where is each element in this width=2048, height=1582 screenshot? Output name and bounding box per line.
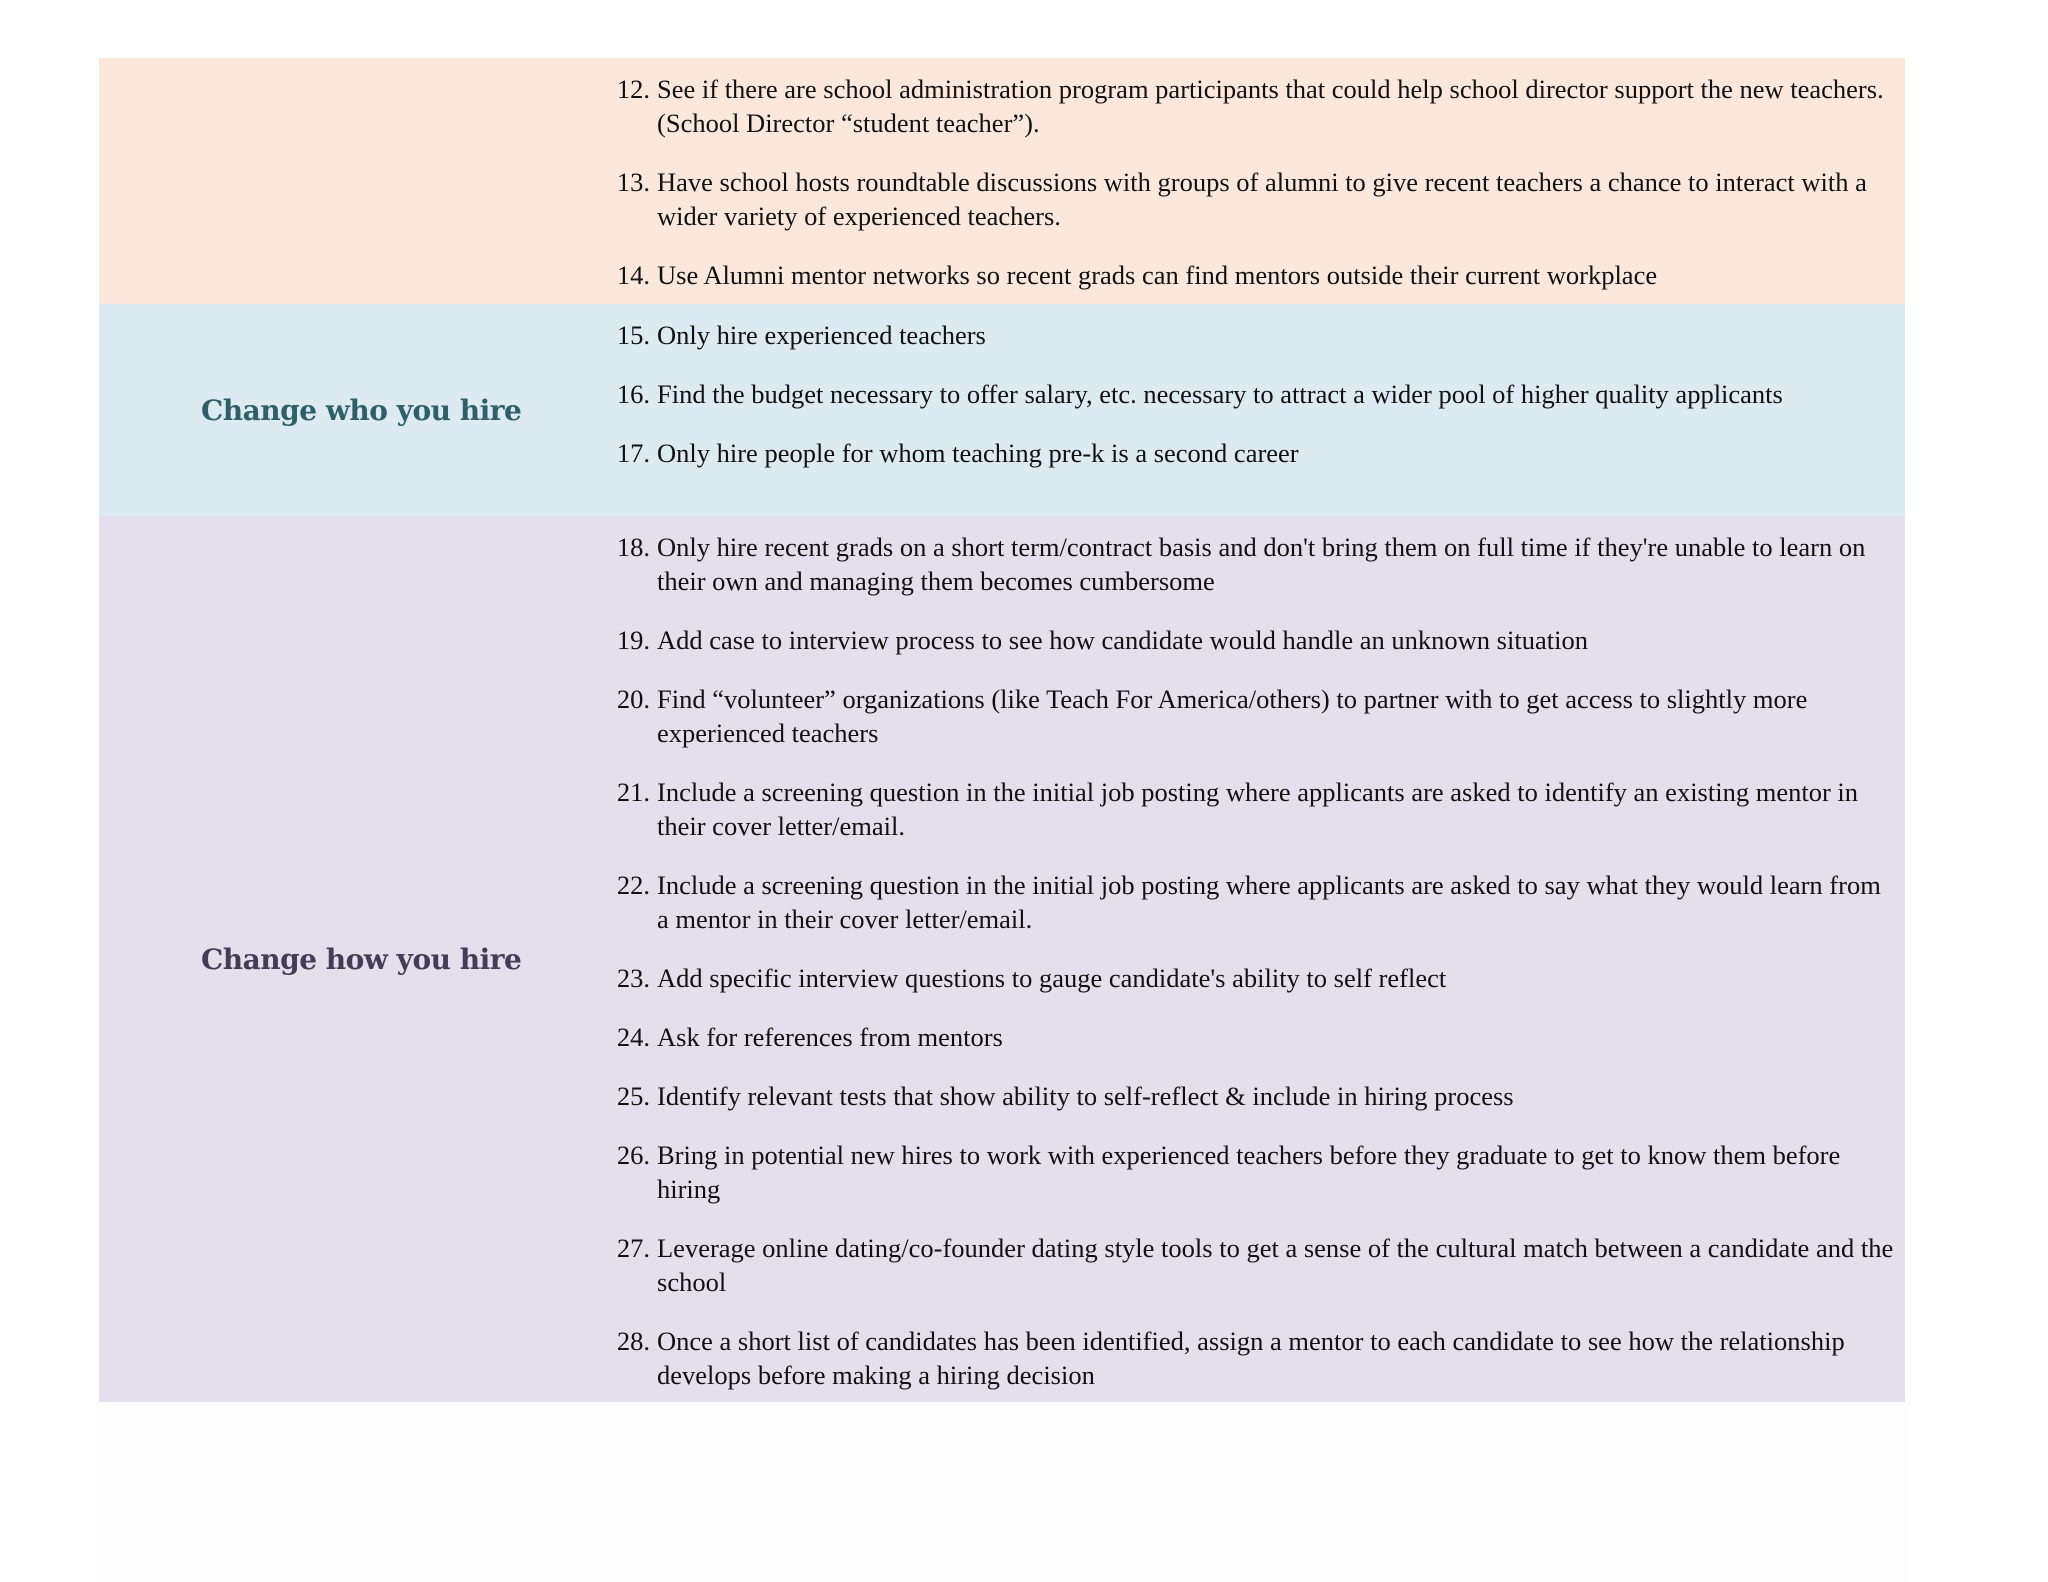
list-item: [601, 165, 1905, 233]
item-number: 17.: [616, 438, 650, 468]
item-text: Include a screening question in the initial job posting where applicants are asked to identify an existing mentor in their cover letter/email.: [657, 777, 1859, 841]
list-item: [601, 377, 1905, 411]
item-number: 28.: [616, 1326, 650, 1356]
item-number: 13.: [616, 167, 650, 197]
item-number: 24.: [616, 1022, 650, 1052]
item-text: Bring in potential new hires to work with experienced teachers before they graduate to get to know them before hiring: [657, 1140, 1841, 1204]
section-label: Change how you hire: [201, 942, 522, 976]
list-item: [601, 258, 1905, 292]
item-number: 19.: [616, 625, 650, 655]
section-items-cell: [601, 58, 1905, 304]
section-items-cell: [601, 516, 1905, 1402]
item-number: 26.: [616, 1140, 650, 1170]
idea-list: [601, 72, 1905, 292]
list-item: [601, 961, 1905, 995]
section-change-who-you-hire: [99, 304, 1905, 516]
item-text: Have school hosts roundtable discussions with groups of alumni to give recent teachers a chance to interact with a wider variety of experienced teachers.: [657, 167, 1867, 231]
item-text: See if there are school administration program participants that could help school director support the new teachers. (School Director “student teacher”).: [657, 74, 1884, 138]
idea-list: [601, 318, 1905, 470]
list-item: [601, 1231, 1905, 1299]
list-item: [601, 1324, 1905, 1392]
item-number: 12.: [616, 74, 650, 104]
item-number: 25.: [616, 1081, 650, 1111]
list-item: [601, 1079, 1905, 1113]
item-number: 14.: [616, 260, 650, 290]
item-text: Only hire recent grads on a short term/contract basis and don't bring them on full time if they're unable to learn on their own and managing them becomes cumbersome: [657, 532, 1866, 596]
item-text: Find “volunteer” organizations (like Teach For America/others) to partner with to get access to slightly more experienced teachers: [657, 684, 1808, 748]
section-label-cell: [99, 58, 601, 304]
item-number: 22.: [616, 870, 650, 900]
item-number: 21.: [616, 777, 650, 807]
ideas-table: [99, 58, 1905, 1402]
item-text: Add case to interview process to see how candidate would handle an unknown situation: [657, 625, 1588, 655]
item-number: 23.: [616, 963, 650, 993]
item-text: Leverage online dating/co-founder dating style tools to get a sense of the cultural match between a candidate and the school: [657, 1233, 1894, 1297]
list-item: [601, 530, 1905, 598]
item-number: 16.: [616, 379, 650, 409]
list-item: [601, 1020, 1905, 1054]
list-item: [601, 72, 1905, 140]
section-label-cell: [99, 516, 601, 1402]
item-text: Identify relevant tests that show ability to self-reflect & include in hiring process: [657, 1081, 1514, 1111]
item-text: Once a short list of candidates has been identified, assign a mentor to each candidate to see how the relationship develops before making a hiring decision: [657, 1326, 1845, 1390]
item-text: Ask for references from mentors: [657, 1022, 1003, 1052]
item-text: Only hire experienced teachers: [657, 320, 986, 350]
page-bottom-area: [96, 1396, 1908, 1582]
list-item: [601, 868, 1905, 936]
list-item: [601, 682, 1905, 750]
list-item: [601, 318, 1905, 352]
section-change-how-you-hire: [99, 516, 1905, 1402]
section-mentoring-continued: [99, 58, 1905, 304]
list-item: [601, 623, 1905, 657]
item-number: 15.: [616, 320, 650, 350]
idea-list: [601, 530, 1905, 1392]
item-text: Use Alumni mentor networks so recent grads can find mentors outside their current workplace: [657, 260, 1658, 290]
item-text: Include a screening question in the initial job posting where applicants are asked to say what they would learn from a mentor in their cover letter/email.: [657, 870, 1881, 934]
item-number: 18.: [616, 532, 650, 562]
section-items-cell: [601, 304, 1905, 516]
section-label-cell: [99, 304, 601, 516]
item-text: Only hire people for whom teaching pre-k is a second career: [657, 438, 1299, 468]
section-label: Change who you hire: [201, 393, 522, 427]
item-text: Add specific interview questions to gauge candidate's ability to self reflect: [657, 963, 1447, 993]
list-item: [601, 436, 1905, 470]
item-number: 27.: [616, 1233, 650, 1263]
item-text: Find the budget necessary to offer salary, etc. necessary to attract a wider pool of higher quality applicants: [657, 379, 1783, 409]
list-item: [601, 775, 1905, 843]
item-number: 20.: [616, 684, 650, 714]
list-item: [601, 1138, 1905, 1206]
